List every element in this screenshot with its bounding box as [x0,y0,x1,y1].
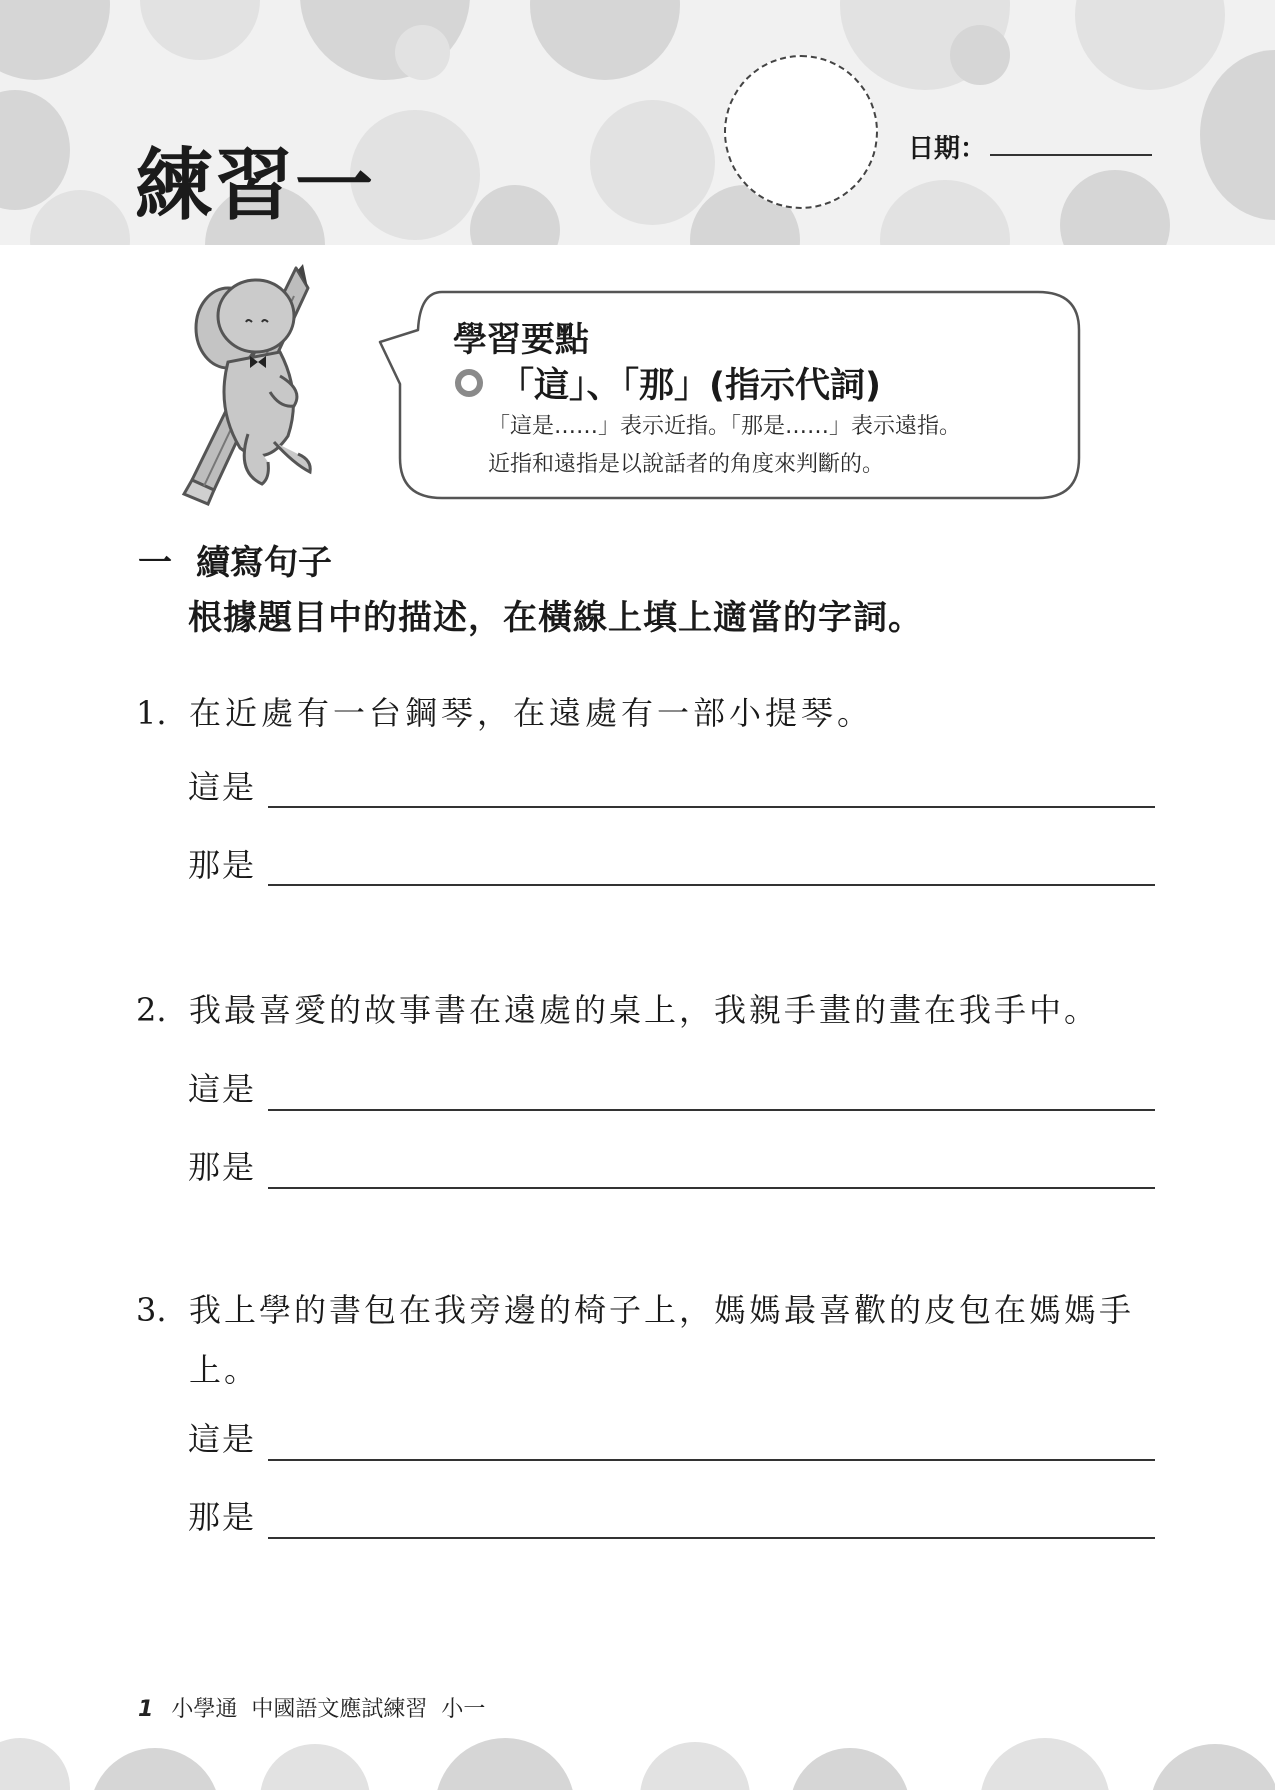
section-number: 一 [138,543,172,583]
section-title: 續寫句子 [196,543,332,583]
question-text: 我上學的書包在我旁邊的椅子上，媽媽最喜歡的皮包在媽媽手上。 [189,1291,1135,1389]
series-name: 小學通 [171,1697,238,1722]
question-text: 我最喜愛的故事書在遠處的桌上，我親手畫的畫在我手中。 [189,991,1100,1029]
decor-dot [590,100,715,225]
decor-dot [1075,0,1225,90]
stamp-circle [724,55,878,209]
learning-point-description [488,408,961,484]
decor-dot [790,1748,910,1790]
date-input-line[interactable] [990,154,1152,156]
page-footer [138,1692,499,1723]
answer-prefix: 那是 [188,846,257,884]
decor-dot [950,25,1010,85]
grade-level: 小一 [441,1697,486,1722]
answer-prefix: 那是 [188,1148,257,1186]
page-title: 練習一 [135,141,376,232]
decor-dot [530,0,680,80]
decor-dot [0,90,70,210]
bullet-ring-icon [455,369,483,397]
decor-dot [1060,170,1170,245]
section-heading [138,535,332,584]
decor-dot [140,0,260,60]
question-number: 2. [136,991,167,1029]
decor-dot [880,180,1010,245]
answer-line[interactable] [268,1459,1155,1461]
decor-dot [395,25,450,80]
answer-prefix: 那是 [188,1498,257,1536]
decor-dot [435,1738,575,1790]
decor-dot [1200,50,1275,220]
decor-dot [640,1742,750,1790]
decor-dot [260,1744,370,1790]
answer-line[interactable] [268,1109,1155,1111]
date-label: 日期： [908,134,987,164]
answer-prefix: 這是 [188,768,257,806]
section-instruction: 根據題目中的描述，在橫線上填上適當的字詞。 [188,598,923,638]
question-number: 3. [136,1291,167,1329]
description-line: 「這是……」表示近指。「那是……」表示遠指。 [488,414,962,439]
description-line: 近指和遠指是以說話者的角度來判斷的。 [488,452,885,477]
answer-line[interactable] [268,1187,1155,1189]
decor-dot [90,1748,220,1790]
book-title: 中國語文應試練習 [251,1697,428,1722]
decor-dot [1150,1744,1275,1790]
question-number: 1. [136,694,167,732]
page-number: 1 [138,1697,154,1722]
answer-prefix: 這是 [188,1420,257,1458]
question-3 [136,1280,1156,1400]
answer-line[interactable] [268,806,1155,808]
question-1 [136,683,1156,743]
decor-dot [0,1738,70,1790]
answer-line[interactable] [268,884,1155,886]
learning-points-title: 學習要點 [453,320,589,360]
decor-dot [470,185,560,245]
decor-dot [0,0,110,80]
answer-line[interactable] [268,1537,1155,1539]
question-2 [136,980,1156,1040]
elephant-pencil-illustration [170,258,370,518]
question-text: 在近處有一台鋼琴，在遠處有一部小提琴。 [189,694,874,732]
answer-prefix: 這是 [188,1070,257,1108]
learning-point-text: 「這」、「那」(指示代詞) [499,366,881,406]
learning-point [455,358,881,408]
footer-background [0,1738,1275,1790]
decor-dot [980,1738,1110,1790]
